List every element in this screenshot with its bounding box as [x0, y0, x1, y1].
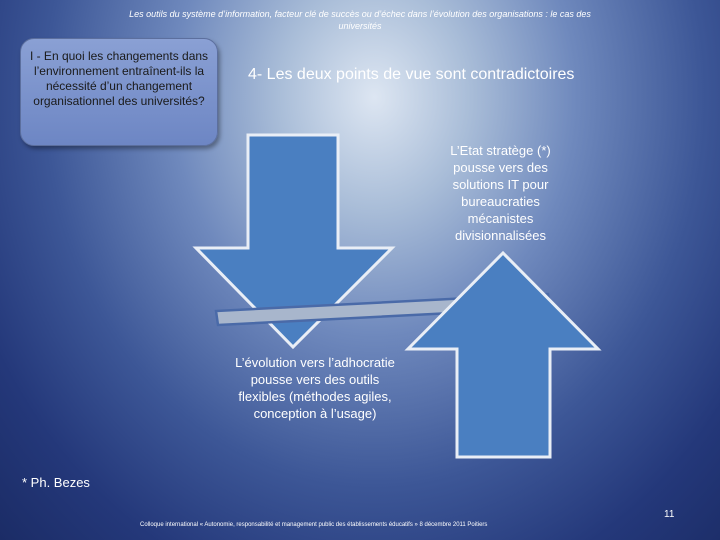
slide-heading: 4- Les deux points de vue sont contradictoires: [248, 66, 575, 83]
evolution-view-text: L’évolution vers l’adhocratie pousse vers des outils flexibles (méthodes agiles, conception à l’usage): [235, 355, 395, 421]
state-view-text: L’Etat stratège (*) pousse vers des solutions IT pour bureaucraties mécanistes divisionnalisées: [450, 143, 551, 243]
page-number: 11: [664, 509, 675, 520]
slide-footer: Colloque international « Autonomie, responsabilité et management public des établissements éducatifs » 8 décembre 2011 Poitiers: [140, 522, 488, 528]
footnote: * Ph. Bezes: [22, 475, 90, 490]
up-arrow: [408, 253, 598, 457]
question-box: I - En quoi les changements dans l’environnement entraînent-ils la nécessité d’un changement organisationnel des universités?: [20, 38, 218, 146]
slide-header: Les outils du système d’information, facteur clé de succès ou d’échec dans l’évolution des organisations : le cas des universités: [129, 9, 591, 31]
